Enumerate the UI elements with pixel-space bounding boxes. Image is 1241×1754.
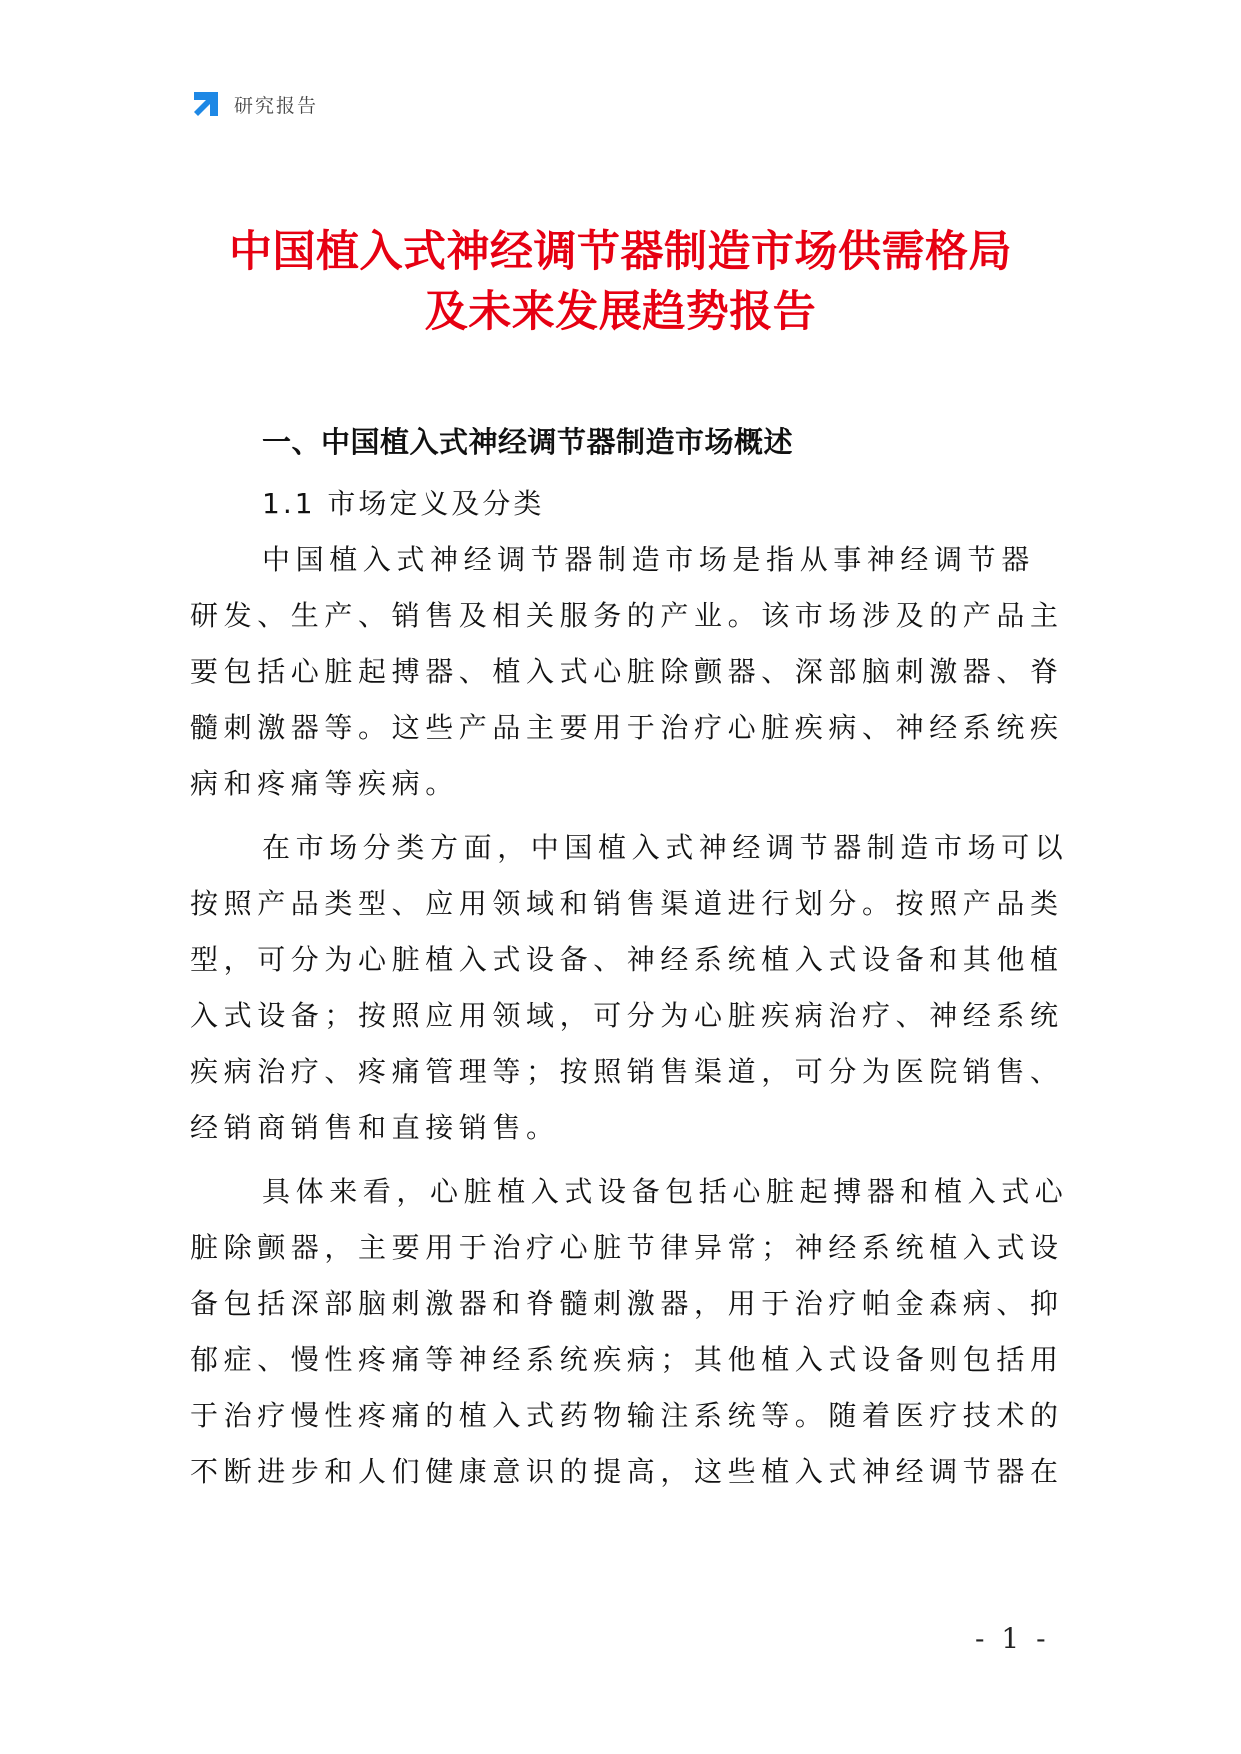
paragraph-2-line-5: 疾病治疗、疼痛管理等；按照销售渠道，可分为医院销售、 xyxy=(190,1055,1064,1088)
paragraph-3-line-2: 脏除颤器，主要用于治疗心脏节律异常；神经系统植入式设 xyxy=(190,1231,1064,1264)
paragraph-1-line-4: 髓刺激器等。这些产品主要用于治疗心脏疾病、神经系统疾 xyxy=(190,711,1064,744)
paragraph-3-line-6: 不断进步和人们健康意识的提高，这些植入式神经调节器在 xyxy=(190,1455,1064,1488)
paragraph-2-line-2: 按照产品类型、应用领域和销售渠道进行划分。按照产品类 xyxy=(190,887,1064,920)
document-title xyxy=(140,222,1101,342)
paragraph-2-line-1: 在市场分类方面，中国植入式神经调节器制造市场可以 xyxy=(262,831,1069,864)
paragraph-1-line-1: 中国植入式神经调节器制造市场是指从事神经调节器 xyxy=(262,543,1035,576)
paragraph-1-line-5: 病和疼痛等疾病。 xyxy=(190,767,459,800)
paragraph-3-line-3: 备包括深部脑刺激器和脊髓刺激器，用于治疗帕金森病、抑 xyxy=(190,1287,1064,1320)
paragraph-3-line-4: 郁症、慢性疼痛等神经系统疾病；其他植入式设备则包括用 xyxy=(190,1343,1064,1376)
paragraph-3-line-5: 于治疗慢性疼痛的植入式药物输注系统等。随着医疗技术的 xyxy=(190,1399,1064,1432)
paragraph-2-line-6: 经销商销售和直接销售。 xyxy=(190,1111,560,1144)
section-heading: 一、中国植入式神经调节器制造市场概述 xyxy=(262,425,794,459)
subsection-heading: 1.1 市场定义及分类 xyxy=(262,487,545,520)
header-label: 研究报告 xyxy=(234,94,319,117)
paragraph-2-line-4: 入式设备；按照应用领域，可分为心脏疾病治疗、神经系统 xyxy=(190,999,1064,1032)
arrow-logo-icon xyxy=(190,88,222,120)
report-header xyxy=(190,86,318,122)
paragraph-1-line-2: 研发、生产、销售及相关服务的产业。该市场涉及的产品主 xyxy=(190,599,1064,632)
page-number: - 1 - xyxy=(975,1622,1050,1655)
paragraph-2-line-3: 型，可分为心脏植入式设备、神经系统植入式设备和其他植 xyxy=(190,943,1064,976)
title-line-2: 及未来发展趋势报告 xyxy=(424,287,817,337)
paragraph-3-line-1: 具体来看，心脏植入式设备包括心脏起搏器和植入式心 xyxy=(262,1175,1069,1208)
title-line-1: 中国植入式神经调节器制造市场供需格局 xyxy=(229,227,1012,277)
paragraph-1-line-3: 要包括心脏起搏器、植入式心脏除颤器、深部脑刺激器、脊 xyxy=(190,655,1064,688)
